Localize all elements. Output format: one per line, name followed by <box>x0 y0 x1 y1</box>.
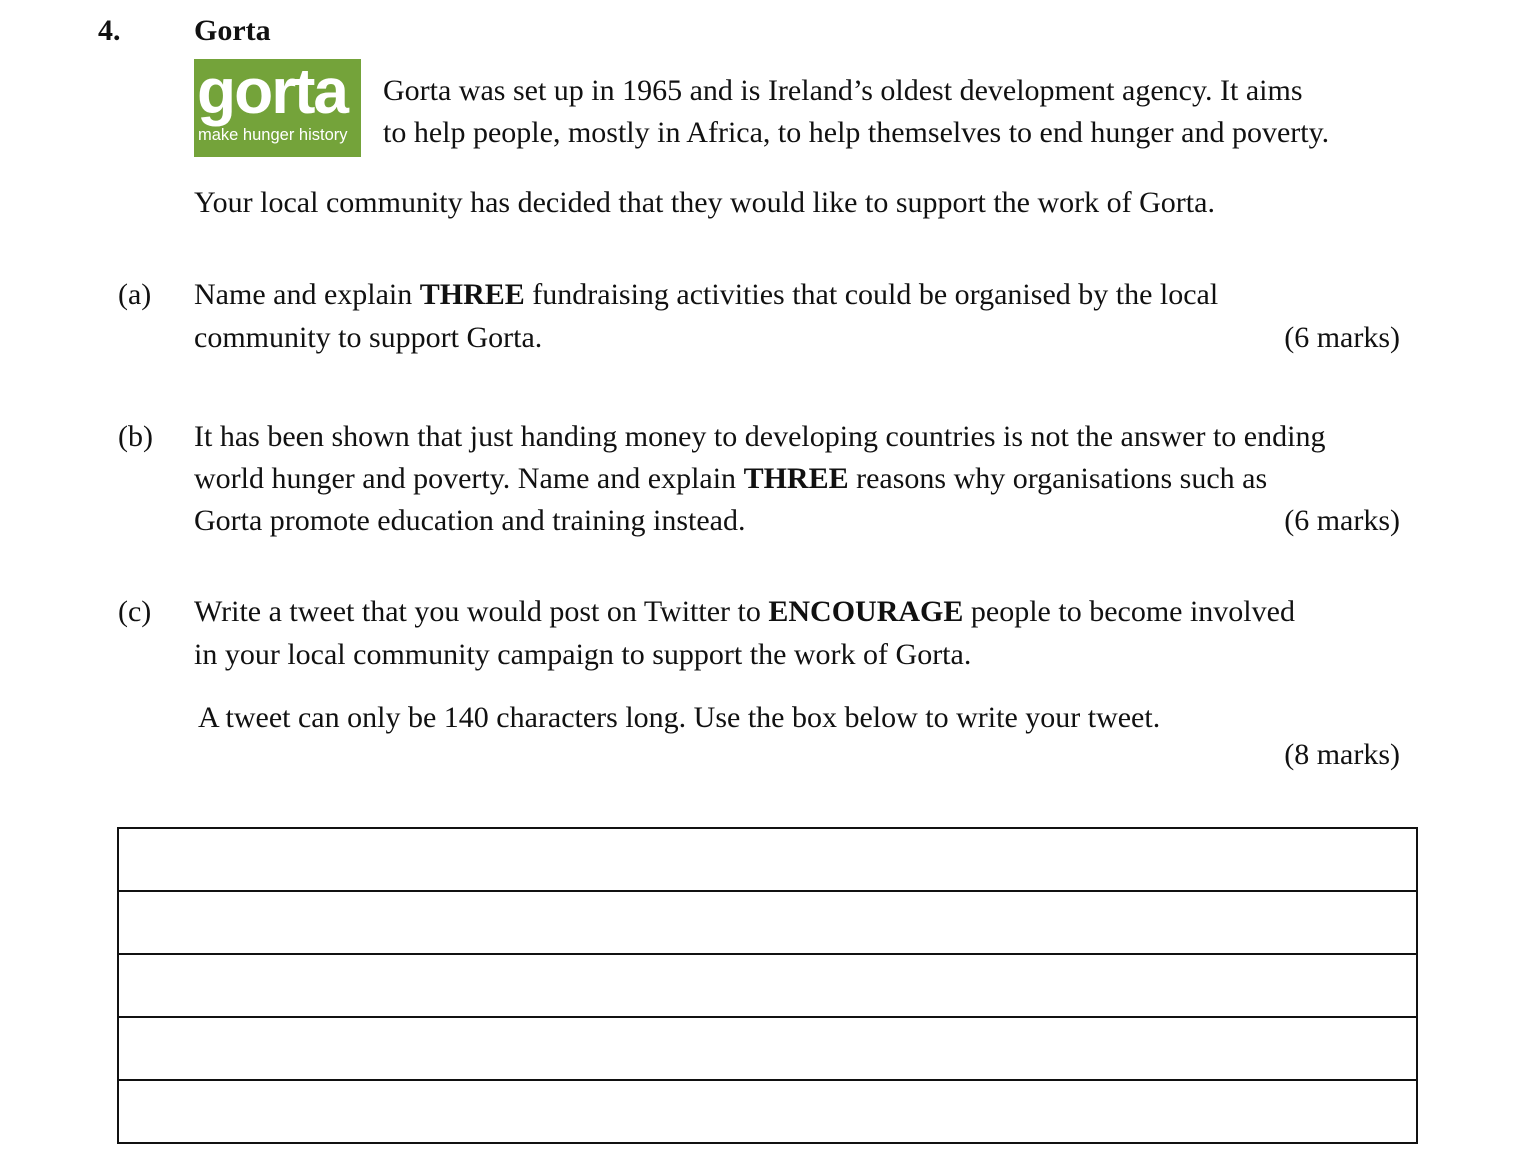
part-a-marks: (6 marks) <box>1284 321 1400 354</box>
intro-line-1: Gorta was set up in 1965 and is Ireland’s oldest development agency. It aims <box>383 74 1303 107</box>
answer-line[interactable] <box>119 955 1416 1018</box>
part-c-label: (c) <box>118 595 152 628</box>
part-c-line-2: in your local community campaign to support the work of Gorta. <box>194 638 972 671</box>
part-b-line-2-pre: world hunger and poverty. Name and explain <box>194 462 744 495</box>
part-a-label: (a) <box>118 278 152 311</box>
part-b-line-3: Gorta promote education and training instead. <box>194 504 746 537</box>
part-c-emphasis: ENCOURAGE <box>768 595 964 628</box>
part-a-line-1-post: fundraising activities that could be organised by the local <box>524 278 1219 311</box>
part-c-marks: (8 marks) <box>1284 738 1400 771</box>
intro-line-3: Your local community has decided that they would like to support the work of Gorta. <box>194 186 1215 219</box>
part-a-emphasis: THREE <box>419 278 525 311</box>
part-b-line-1: It has been shown that just handing money to developing countries is not the answer to ending <box>194 420 1326 453</box>
part-b-line-2 <box>194 458 1267 500</box>
part-b-marks: (6 marks) <box>1284 504 1400 537</box>
part-a-line-2: community to support Gorta. <box>194 321 543 354</box>
answer-line[interactable] <box>119 829 1416 892</box>
answer-line[interactable] <box>119 1081 1416 1142</box>
logo-tagline: make hunger history <box>198 126 348 144</box>
question-number: 4. <box>98 14 121 47</box>
part-c-line-1-pre: Write a tweet that you would post on Twitter to <box>194 595 769 628</box>
part-b-line-2-post: reasons why organisations such as <box>848 462 1268 495</box>
tweet-answer-box[interactable] <box>117 827 1418 1144</box>
part-b-emphasis: THREE <box>743 462 849 495</box>
intro-line-2: to help people, mostly in Africa, to help themselves to end hunger and poverty. <box>383 116 1330 149</box>
question-title: Gorta <box>194 14 271 47</box>
gorta-logo <box>194 59 361 157</box>
answer-line[interactable] <box>119 892 1416 955</box>
part-a-line-1-pre: Name and explain <box>194 278 420 311</box>
part-c-line-1 <box>194 591 1295 633</box>
part-c-line-3: A tweet can only be 140 characters long. Use the box below to write your tweet. <box>198 701 1161 734</box>
part-b-label: (b) <box>118 420 153 453</box>
part-a-line-1 <box>194 274 1218 316</box>
logo-wordmark: gorta <box>197 59 347 127</box>
answer-line[interactable] <box>119 1018 1416 1081</box>
part-c-line-1-post: people to become involved <box>963 595 1295 628</box>
